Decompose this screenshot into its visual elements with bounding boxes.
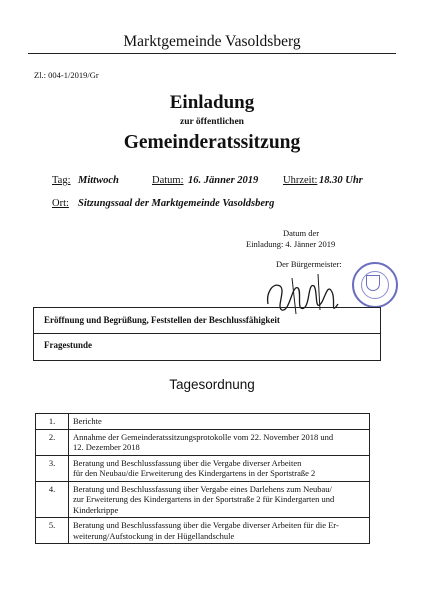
agenda-text-line: Berichte (73, 416, 102, 426)
official-seal-icon (352, 262, 398, 308)
title-subtitle: zur öffentlichen (180, 117, 244, 127)
agenda-text-line: Beratung und Beschlussfassung über die Vergabe diverser Arbeiten (73, 457, 302, 468)
agenda-number: 4. (36, 481, 69, 518)
agenda-text (69, 429, 370, 455)
datum-value: 16. Jänner 2019 (188, 175, 259, 186)
agenda-text-line: für den Neubau/die Erweiterung des Kindergartens in der Sportstraße 2 (73, 468, 316, 478)
agenda-text-line: weiterung/Aufstockung in der Hügellandschule (73, 530, 235, 541)
agenda-number: 1. (36, 414, 69, 430)
tag-value: Mittwoch (78, 175, 119, 186)
municipality-header: Marktgemeinde Vasoldsberg (123, 33, 301, 50)
agenda-text-line: Annahme der Gemeinderatssitzungsprotokolle vom 22. November 2018 und (73, 431, 334, 442)
agenda-text (69, 481, 370, 518)
uhrzeit-value: 18.30 Uhr (319, 175, 363, 186)
agenda-text (69, 414, 370, 430)
agenda-row (36, 455, 370, 481)
agenda-text-line: 12. Dezember 2018 (73, 442, 140, 452)
ort-label: Ort: (52, 198, 69, 209)
opening-items-box (33, 307, 381, 361)
opening-item-2: Fragestunde (44, 340, 92, 350)
reference-number: Zl.: 004-1/2019/Gr (34, 70, 99, 80)
ort-value: Sitzungssaal der Marktgemeinde Vasoldsberg (78, 198, 275, 209)
agenda-table (35, 413, 370, 544)
agenda-number: 3. (36, 455, 69, 481)
opening-item-1: Eröffnung und Begrüßung, Feststellen der Beschlussfähigkeit (44, 315, 280, 325)
agenda-row (36, 481, 370, 518)
agenda-text-line: Beratung und Beschlussfassung über Vergabe eines Darlehens zum Neubau/ (73, 483, 332, 494)
uhrzeit-label: Uhrzeit: (283, 175, 318, 186)
mayor-label: Der Bürgermeister: (276, 259, 342, 269)
agenda-number: 5. (36, 518, 69, 544)
header-rule (28, 53, 396, 54)
agenda-text (69, 518, 370, 544)
title-einladung: Einladung (169, 92, 255, 113)
agenda-text-line: zur Erweiterung des Kindergartens in der Sportstraße 2 für Kindergarten und (73, 494, 335, 504)
agenda-text (69, 455, 370, 481)
agenda-number: 2. (36, 429, 69, 455)
agenda-row (36, 518, 370, 544)
agenda-text-line: Beratung und Beschlussfassung über die Vergabe diverser Arbeiten für die Er- (73, 520, 339, 530)
tag-label: Tag: (52, 175, 71, 186)
agenda-row (36, 414, 370, 430)
datum-label: Datum: (152, 175, 184, 186)
issue-date-line1: Datum der (283, 228, 320, 238)
agenda-title: Tagesordnung (169, 377, 255, 392)
agenda-text-line: Kinderkrippe (73, 504, 119, 515)
agenda-row (36, 429, 370, 455)
title-main: Gemeinderatssitzung (123, 132, 301, 153)
issue-date-line2: Einladung: 4. Jänner 2019 (246, 239, 336, 249)
